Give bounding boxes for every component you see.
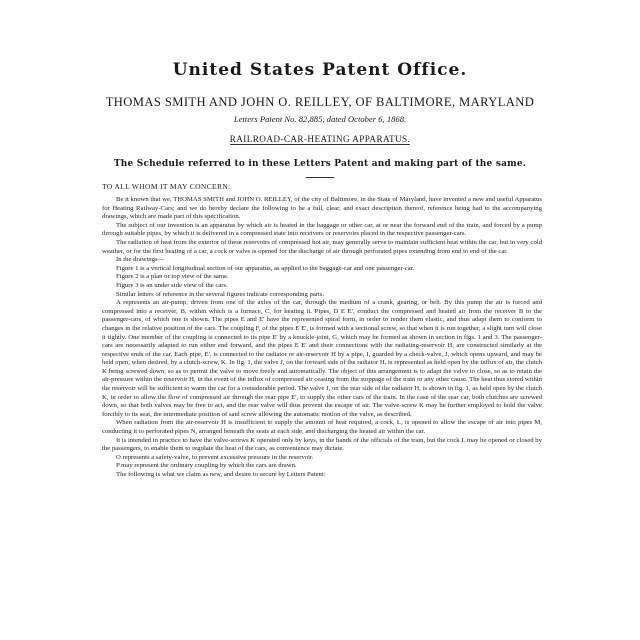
schedule-line: The Schedule referred to in these Letters Patent and making part of the same. [113,159,527,169]
paragraph: Be it known that we, THOMAS SMITH and JOHN O. REILLEY, of the city of Baltimore, in the State of Maryland, have invented a new and useful Apparatus for Heating Railway-Cars; and we do hereby declare the following to be a full, clear, and exact description thereof, reference being had to the accompanying drawings, which are made part of this specification. [102,196,542,221]
specification-text [102,196,542,480]
paragraph: It is intended in practice to have the valve-screws K operated only by keys, in the hands of the officials of the train, but the cock L may be opened or closed by the passengers, to enable them to regulate the heat of the cars, as convenience may dictate. [102,436,542,453]
paragraph: In the drawings— [116,256,165,264]
paragraph: Figure 3 is an under side view of the cars. [116,281,228,289]
paragraph: The following is what we claim as new, and desire to secure by Letters Patent: [116,471,326,478]
paragraph: Similar letters of reference in the several figures indicate corresponding parts. [116,290,325,298]
paragraph: O represents a safety-valve, to prevent excessive pressure in the reservoir. [116,453,314,461]
inventors-heading: THOMAS SMITH AND JOHN O. REILLEY, OF BALTIMORE, MARYLAND [105,95,535,109]
paragraph: Figure 2 is a plan or top view of the same. [116,273,229,281]
paragraph: The radiation of heat from the exterior of these reservoirs of compressed hot air, may generally serve to maintain sufficient heat within the car, but in very cold weather, or for the first heating of a car, a cock or valve is opened for the discharge of air through perforated pipes extending from end to end of the car. [102,238,542,255]
paragraph: Figure 1 is a vertical longitudinal section of our apparatus, as applied to the baggage-car and one passenger-car. [116,264,415,272]
paragraph: When radiation from the air-reservoir H is insufficient to supply the amount of heat required, a cock, L, is opened to allow the escape of air into pipes M, conducting it to perforated pipes N, arranged beneath the seats at each side, and discharging the heated air within the car. [102,419,542,436]
divider-rule [306,177,334,178]
subject-title [0,134,640,144]
paragraph: A represents an air-pump, driven from one of the axles of the car, through the medium of a crank, gearing, or belt. By this pump the air is forced and compressed into a receiver, B, within which is a furnace, C, for heating it. Pipes, D E E', conduct the compressed and heated air from the receiver B to the passenger-cars, of which one is shown. The pipes E and E' have the represented spiral form, in order to render them elastic, and thus adapt them to conform to changes in the relative position of the cars. The coupling F, of the pipes E E', is formed with a sectional screw, so that when it is run together, a slight turn will close it tightly. One member of the coupling is connected to its pipe E' by a knuckle-joint, G, which may be formed as shown in section in figs. 1 and 3. The passenger-cars are necessarily adapted to run either end forward, and the pipes E E' and their connections with the radiating-reservoir H, are constructed similarly at the respective ends of the car. Each pipe, E', is connected to the radiator or air-reservoir H by a pipe, I, guarded by a check-valve, J, which opens upward, and may be held open, when desired, by a clutch-screw, K. In fig. 1, the valve J, on the forward side of the radiator H, is represented as held open by the influx of air, the clutch K being screwed down, so as to permit the valve to move freely and automatically. The object of this arrangement is to adapt the valve to close, so as to retain the air-pressure within the reservoir H, in the event of the influx of compressed air ceasing from the stoppage of the train or any other cause. The heat thus stored within the reservoir will be sufficient to warm the car for a considerable period. The valve J, on the rear side of the radiator H, is shown in fig. 1, as held open by the clutch K, in order to allow the flow of compressed air through the rear pipe E', to supply the other cars of the train. In the case of the rear car, both clutches are screwed down, so that both valves may be free to act, and the rear valve will thus prevent the escape of air. The valve-screw K may be further employed to hold the valve forcibly to its seat, the intermediate position of said screw allowing the automatic motion of the valve, as described. [102,299,542,418]
paragraph: The subject of our invention is an apparatus by which air is heated in the baggage or other car, at or near the forward end of the train, and forced by a pump through suitable pipes, by which it is delivered in a compressed state into receivers or reservoirs placed in the respective passenger-cars. [102,221,542,238]
subject-title-text: RAILROAD-CAR-HEATING APPARATUS. [229,134,411,144]
letters-patent-line: Letters Patent No. 82,885, dated October 6, 1868. [233,114,407,124]
salutation: TO ALL WHOM IT MAY CONCERN: [102,182,231,191]
office-heading: United States Patent Office. [172,60,468,80]
paragraph: P may represent the ordinary coupling by which the cars are drawn. [116,462,297,470]
